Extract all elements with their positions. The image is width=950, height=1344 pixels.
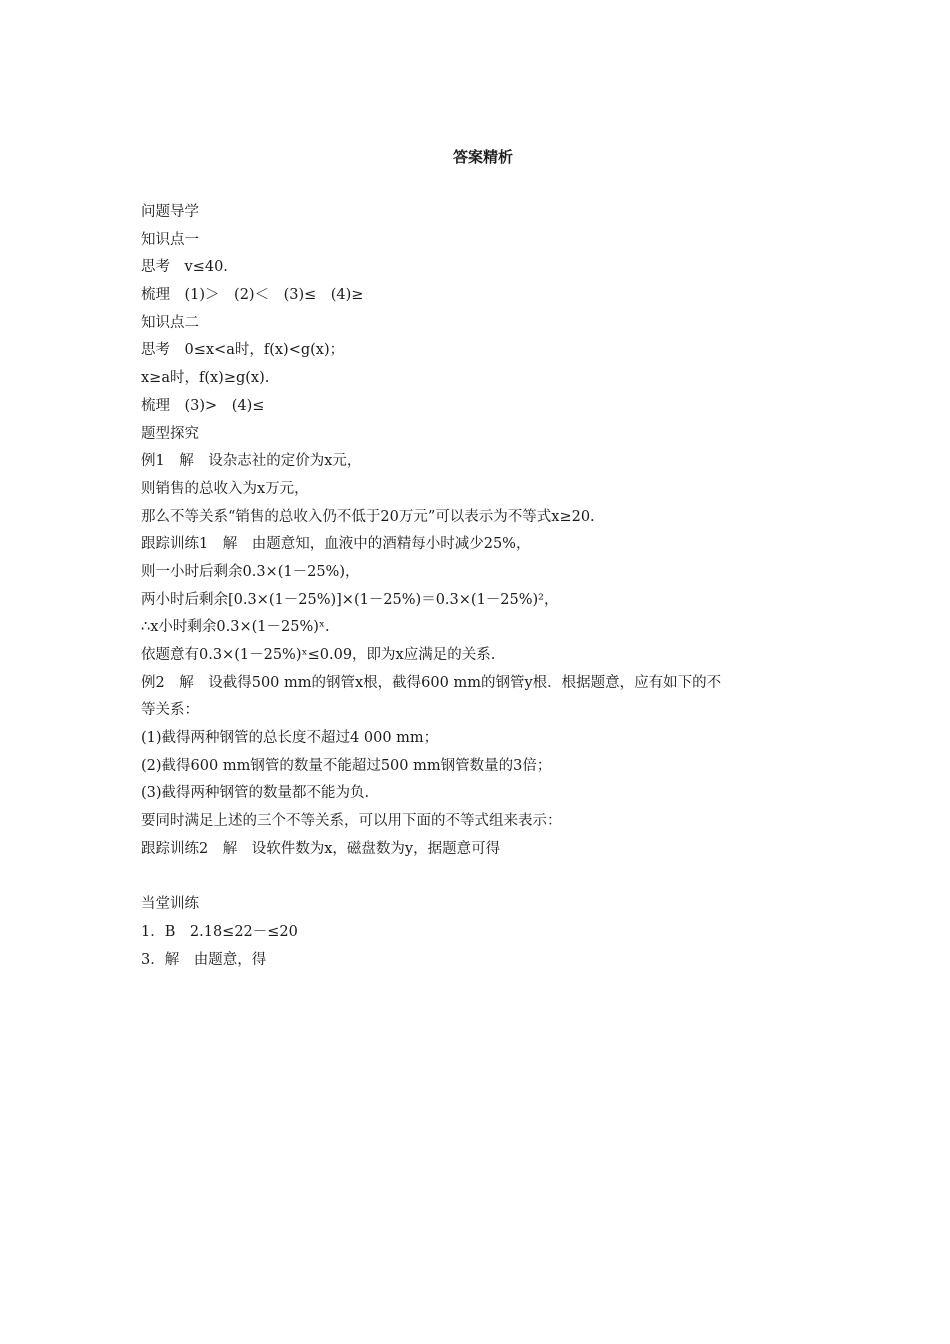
subsection-heading-zhishidian-1: 知识点一 bbox=[141, 231, 199, 248]
text-line: 1．B 2.18≤22－≤20 bbox=[141, 923, 298, 940]
section-heading-tixing-tanjiu: 题型探究 bbox=[141, 425, 199, 442]
answer-content bbox=[141, 199, 841, 974]
text-line: (1)截得两种钢管的总长度不超过4 000 mm； bbox=[141, 730, 439, 747]
text-line: ∴x小时剩余0.3×(1－25%)ˣ. bbox=[141, 619, 330, 636]
text-line: 跟踪训练1 解 由题意知，血液中的酒精每小时减少25%， bbox=[141, 536, 531, 553]
blank-line bbox=[141, 864, 841, 892]
text-line: 3．解 由题意，得 bbox=[141, 951, 267, 968]
text-line: 依题意有0.3×(1－25%)ˣ≤0.09，即为x应满足的关系. bbox=[141, 647, 496, 663]
text-line: 两小时后剩余[0.3×(1－25%)]×(1－25%)＝0.3×(1－25%)²， bbox=[141, 591, 559, 608]
text-line: 思考 0≤x<a时，f(x)<g(x)； bbox=[141, 342, 345, 359]
text-line: 那么不等关系“销售的总收入仍不低于20万元”可以表示为不等式x≥20. bbox=[141, 508, 595, 525]
text-line: 跟踪训练2 解 设软件数为x，磁盘数为y，据题意可得 bbox=[141, 840, 501, 857]
section-heading-wenti-daoxue: 问题导学 bbox=[141, 204, 199, 220]
text-line: 例1 解 设杂志社的定价为x元， bbox=[141, 453, 362, 470]
text-line: 思考 v≤40. bbox=[141, 259, 228, 276]
page-title: 答案精析 bbox=[452, 148, 513, 166]
section-heading-dangtang-xunlian: 当堂训练 bbox=[141, 896, 199, 913]
text-line: 则销售的总收入为x万元， bbox=[141, 480, 309, 497]
text-line: 梳理 (1)＞ (2)＜ (3)≤ (4)≥ bbox=[141, 287, 364, 304]
text-line: 等关系： bbox=[141, 702, 199, 719]
text-line: 则一小时后剩余0.3×(1－25%)， bbox=[141, 563, 360, 580]
text-line: 要同时满足上述的三个不等关系，可以用下面的不等式组来表示： bbox=[141, 813, 562, 830]
text-line: 梳理 (3)> (4)≤ bbox=[141, 397, 265, 414]
text-line: (3)截得两种钢管的数量都不能为负. bbox=[141, 785, 370, 802]
text-line: 例2 解 设截得500 mm的钢管x根，截得600 mm的钢管y根．根据题意，应有如下的不 bbox=[141, 674, 722, 691]
subsection-heading-zhishidian-2: 知识点二 bbox=[141, 314, 199, 331]
text-line: x≥a时，f(x)≥g(x). bbox=[141, 370, 270, 387]
text-line: (2)截得600 mm钢管的数量不能超过500 mm钢管数量的3倍； bbox=[141, 757, 552, 774]
